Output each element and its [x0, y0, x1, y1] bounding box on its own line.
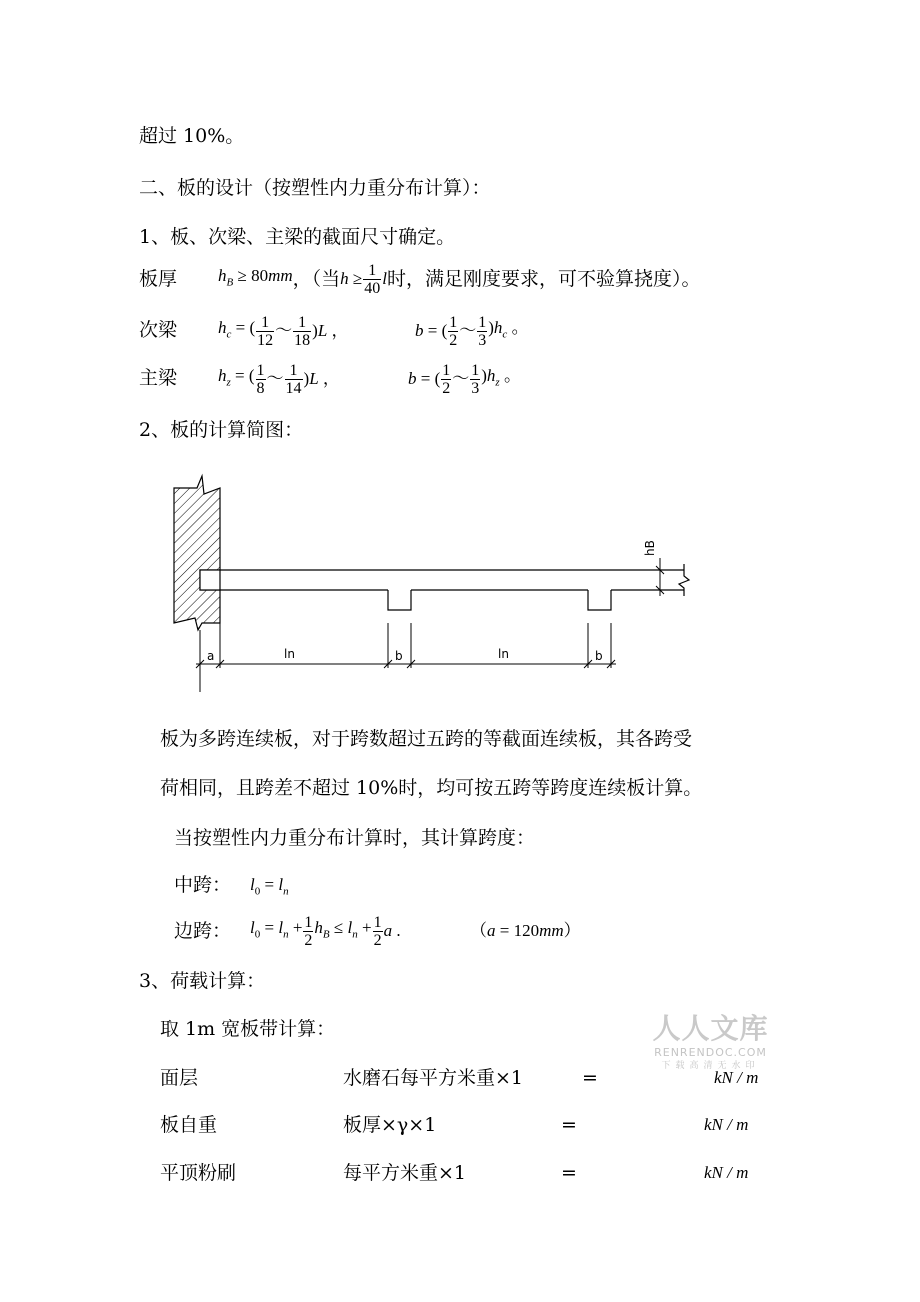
subsection-2-heading: 2、板的计算简图： [139, 419, 304, 441]
load-equals: = [582, 1067, 598, 1089]
strip-note: 取 1m 宽板带计算： [160, 1018, 336, 1040]
load-formula: 水磨石每平方米重×1 [343, 1067, 524, 1089]
subsection-3-heading: 3、荷载计算： [139, 970, 266, 992]
wall-support [174, 476, 220, 630]
watermark-logo [648, 1012, 773, 1072]
dim-label-a: a [207, 649, 215, 663]
subsection-1-heading: 1、板、次梁、主梁的截面尺寸确定。 [139, 226, 456, 248]
paragraph-line-2: 荷相同，且跨差不超过 10%时，均可按五跨等跨度连续板计算。 [160, 777, 703, 799]
a-value-note: （a = 120mm） [470, 921, 581, 940]
slab-cond-a: ，（当 [292, 268, 341, 290]
dim-label-ln-2: ln [498, 647, 509, 661]
text-line-1: 超过 10%。 [139, 125, 245, 147]
dim-label-ln-1: ln [284, 647, 295, 661]
slab-thickness-dimension [656, 558, 684, 596]
watermark-sub-text: 下载高清无水印 [661, 1061, 760, 1071]
secondary-beam-label: 次梁 [139, 319, 178, 341]
load-unit: kN / m [704, 1163, 749, 1182]
dim-label-b-1: b [395, 649, 403, 663]
slab-thickness-formula: $h_B \ge 80mm$ ，（当 h ≥ $\frac{1}{40}$ l 时，满足刚度要求，可不验算挠度）。 [218, 261, 701, 297]
load-name: 面层 [160, 1067, 199, 1089]
slab-thickness-label: 板厚 [139, 268, 178, 290]
slab-outline [220, 564, 689, 610]
secondary-beam-width-formula: b = ( $\frac{1}{2}$ ～ $\frac{1}{3}$ )$h_c$ 。 [415, 313, 529, 349]
load-formula: 每平方米重×1 [343, 1162, 467, 1184]
dim-label-b-2: b [595, 649, 603, 663]
edge-span-formula: $l_0 = l_n$ + $\frac{1}{2}$ $h_B \le l_n$ + $\frac{1}{2}$ a . [250, 913, 401, 949]
paragraph-span-intro: 当按塑性内力重分布计算时，其计算跨度： [174, 827, 536, 849]
load-formula: 板厚×γ×1 [343, 1114, 437, 1136]
mid-span-label: 中跨： [174, 874, 232, 896]
edge-span-label: 边跨： [174, 920, 232, 942]
slab-cond-b: 时，满足刚度要求，可不验算挠度）。 [386, 268, 701, 290]
mid-span-formula: $l_0 = l_n$ [250, 875, 289, 898]
paragraph-line-1: 板为多跨连续板，对于跨数超过五跨的等截面连续板，其各跨受 [160, 728, 693, 750]
section-2-heading: 二、板的设计（按塑性内力重分布计算）： [139, 177, 491, 199]
load-equals: = [561, 1162, 577, 1184]
main-beam-width-formula: b = ( $\frac{1}{2}$ ～ $\frac{1}{3}$ )$h_z$ 。 [408, 361, 521, 397]
dim-label-hB: hB [643, 540, 657, 556]
span-dimension-line [196, 623, 616, 692]
load-unit: kN / m [714, 1068, 759, 1087]
load-equals: = [561, 1114, 577, 1136]
load-unit: kN / m [704, 1115, 749, 1134]
watermark-en-text: RENRENDOC.COM [654, 1046, 767, 1059]
load-name: 板自重 [160, 1114, 218, 1136]
fraction-1-40: $\frac{1}{40}$ [364, 261, 381, 297]
main-beam-height-formula: $h_z$ = ( $\frac{1}{8}$ ～ $\frac{1}{14}$ )L ， [218, 361, 340, 397]
secondary-beam-height-formula: $h_c$ = ( $\frac{1}{12}$ ～ $\frac{1}{18}$ )L ， [218, 313, 349, 349]
load-name: 平顶粉刷 [160, 1162, 237, 1184]
watermark-main-text: 人人文库 [652, 1012, 769, 1045]
main-beam-label: 主梁 [139, 367, 178, 389]
slab-calculation-diagram [160, 468, 700, 698]
